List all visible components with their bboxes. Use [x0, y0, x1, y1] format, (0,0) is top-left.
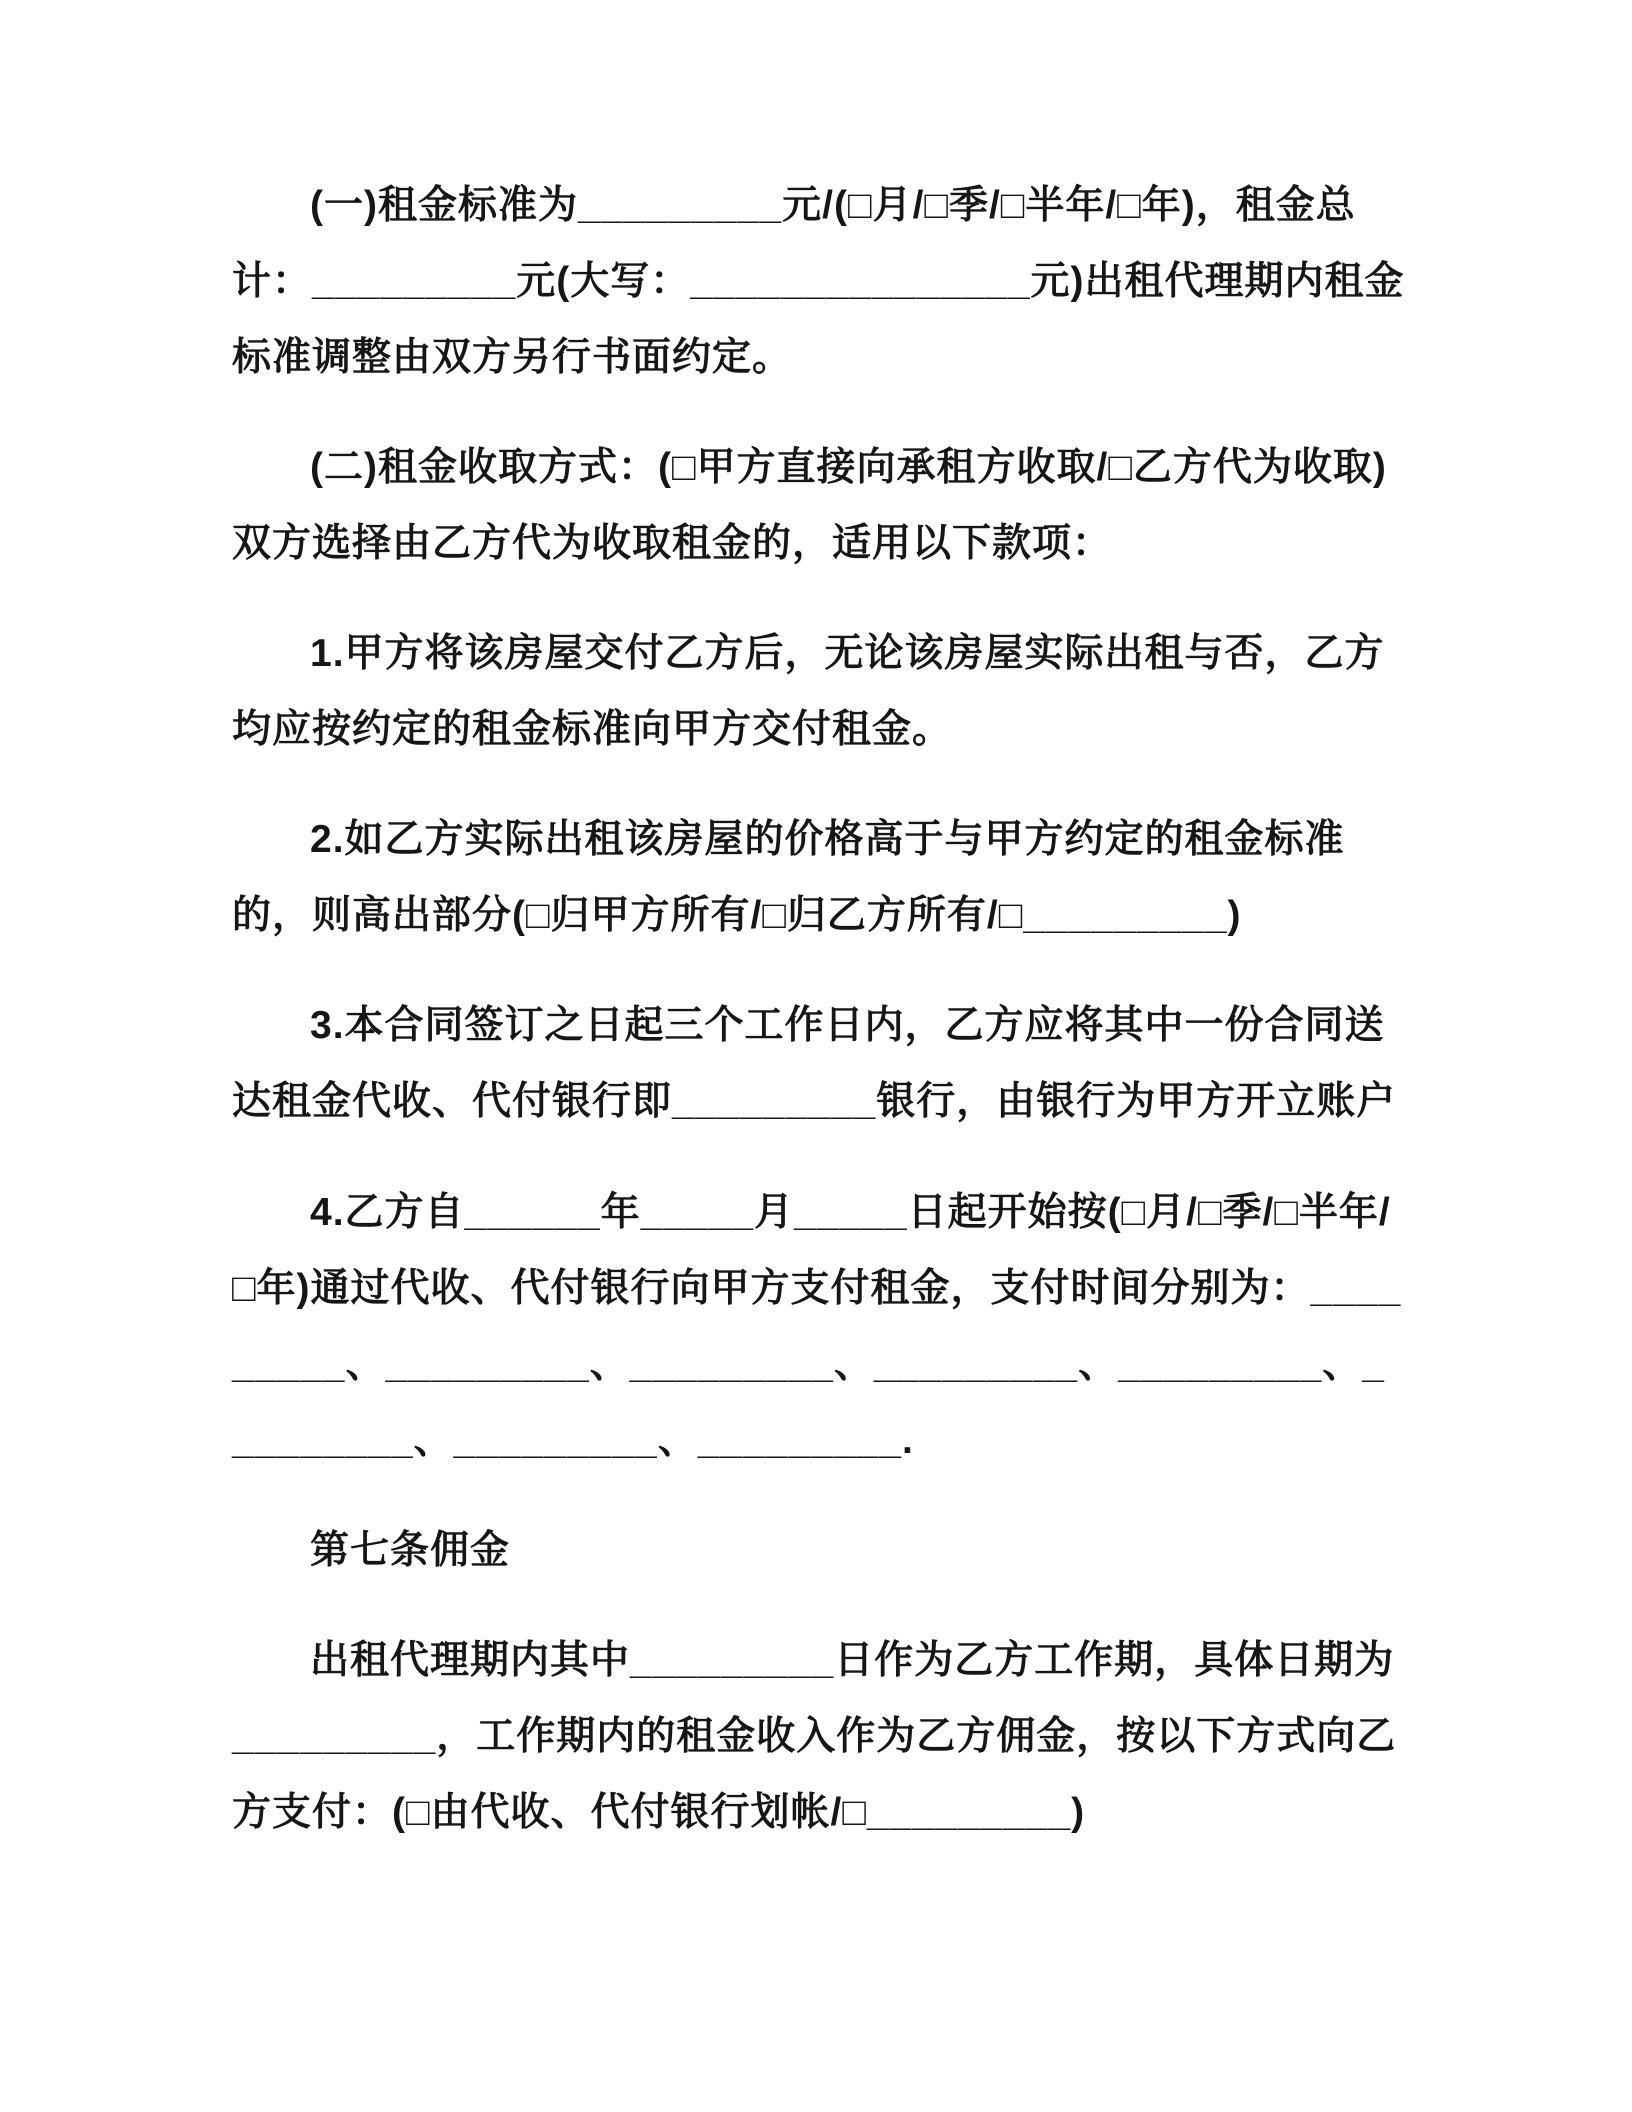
contract-paragraph-rent-standard: (一)租金标准为_________元/(□月/□季/□半年/□年)，租金总计：_________元(大写：_______________元)出租代理期内租金标准调整由双方另行书面约定。: [232, 184, 1405, 380]
contract-clause-1: 1.甲方将该房屋交付乙方后，无论该房屋实际出租与否，乙方均应按约定的租金标准向甲方交付租金。: [232, 632, 1385, 752]
contract-paragraph-commission-terms: 出租代理期内其中_________日作为乙方工作期，具体日期为_________，工作期内的租金收入作为乙方佣金，按以下方式向乙方支付：(□由代收、代付银行划帐/□_________): [232, 1638, 1397, 1834]
contract-clause-4-payment-schedule: 4.乙方自______年_____月_____日起开始按(□月/□季/□半年/□年)通过代收、代付银行向甲方支付租金，支付时间分别为：_________、_________、_________、_________、_________、_________、_________、_________.: [232, 1190, 1402, 1462]
contract-paragraph-rent-collection-method: (二)租金收取方式：(□甲方直接向承租方收取/□乙方代为收取)双方选择由乙方代为收取租金的，适用以下款项：: [232, 446, 1387, 566]
contract-clause-2: 2.如乙方实际出租该房屋的价格高于与甲方约定的租金标准的，则高出部分(□归甲方所有/□归乙方所有/□_________): [232, 818, 1345, 938]
contract-clause-3: 3.本合同签订之日起三个工作日内，乙方应将其中一份合同送达租金代收、代付银行即_________银行，由银行为甲方开立账户: [232, 1004, 1397, 1124]
section-heading-commission: 第七条佣金: [310, 1528, 511, 1572]
